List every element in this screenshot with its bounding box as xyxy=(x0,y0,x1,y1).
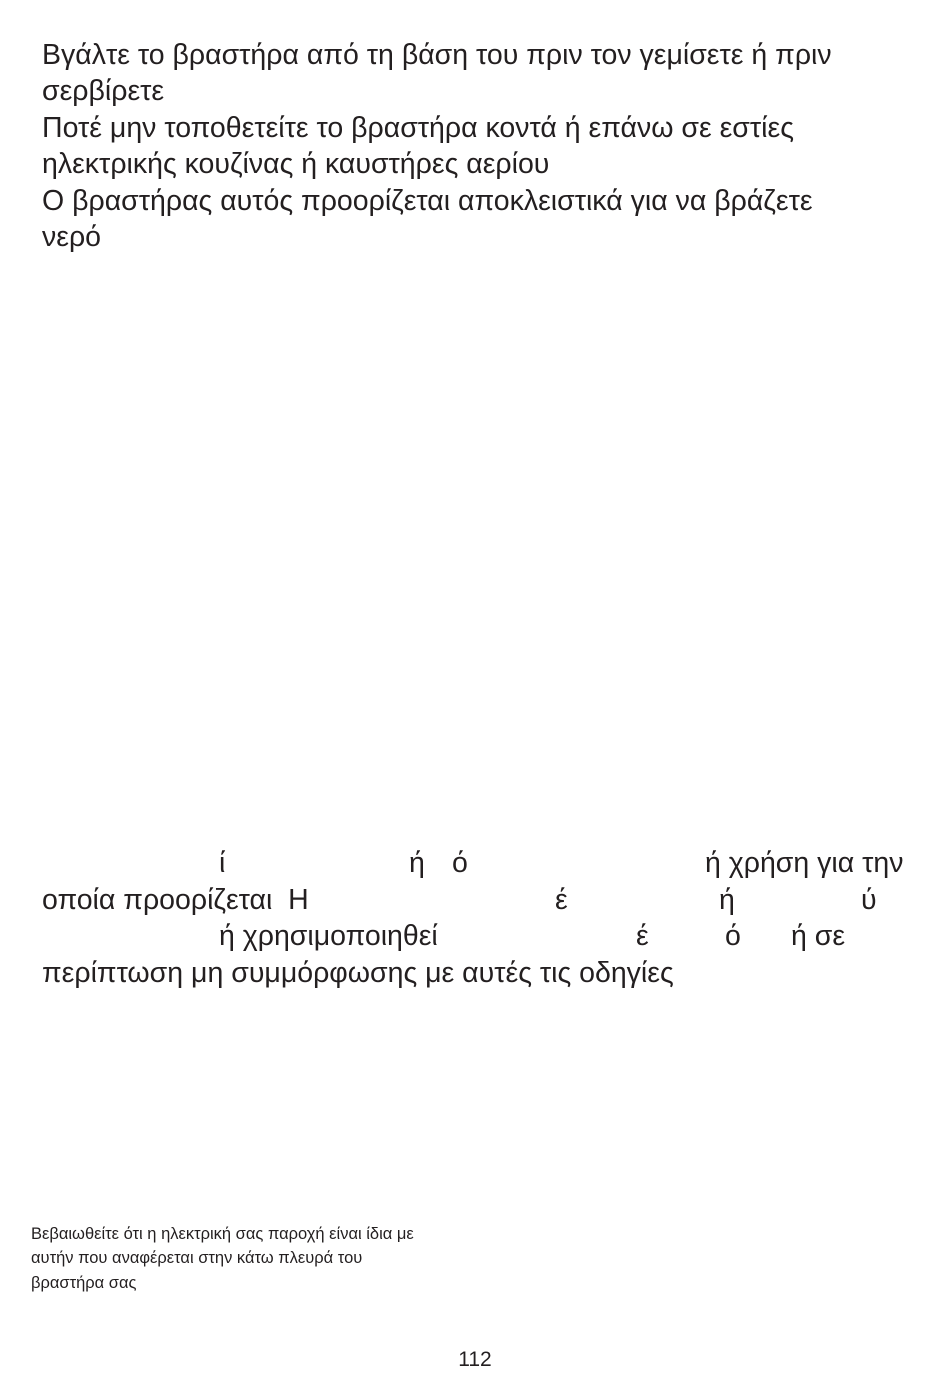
text-fragment: ό xyxy=(725,920,741,952)
text-fragment: ή xyxy=(409,847,425,879)
text-fragment: ή σε xyxy=(791,920,846,952)
text-fragment: έ xyxy=(636,920,649,952)
text-line: Ποτέ μην τοποθετείτε το βραστήρα κοντά ή επάνω σε εστίες xyxy=(42,112,794,144)
page-number: 112 xyxy=(458,1348,492,1371)
text-line: Βγάλτε το βραστήρα από τη βάση του πριν τον γεμίσετε ή πριν xyxy=(42,39,832,71)
text-line: νερό xyxy=(42,221,102,253)
text-fragment: οποία προορίζεται Η xyxy=(42,884,309,916)
text-fragment: ό xyxy=(452,847,468,879)
text-fragment: ή χρήση για την xyxy=(705,847,904,879)
text-line: περίπτωση μη συμμόρφωσης με αυτές τις οδηγίες xyxy=(42,957,674,989)
text-fragment: ή xyxy=(719,884,735,916)
footnote-line: Βεβαιωθείτε ότι η ηλεκτρική σας παροχή είναι ίδια με xyxy=(31,1225,414,1243)
text-fragment: ή χρησιμοποιηθεί xyxy=(219,920,438,952)
text-line: σερβίρετε xyxy=(42,75,165,107)
text-line: ηλεκτρικής κουζίνας ή καυστήρες αερίου xyxy=(42,148,550,180)
text-fragment: έ xyxy=(555,884,568,916)
text-line: Ο βραστήρας αυτός προορίζεται αποκλειστικά για να βράζετε xyxy=(42,185,813,217)
text-fragment: ί xyxy=(219,847,226,879)
footnote-line: αυτήν που αναφέρεται στην κάτω πλευρά του xyxy=(31,1249,363,1267)
text-fragment: ύ xyxy=(861,884,877,916)
footnote-line: βραστήρα σας xyxy=(31,1274,137,1292)
